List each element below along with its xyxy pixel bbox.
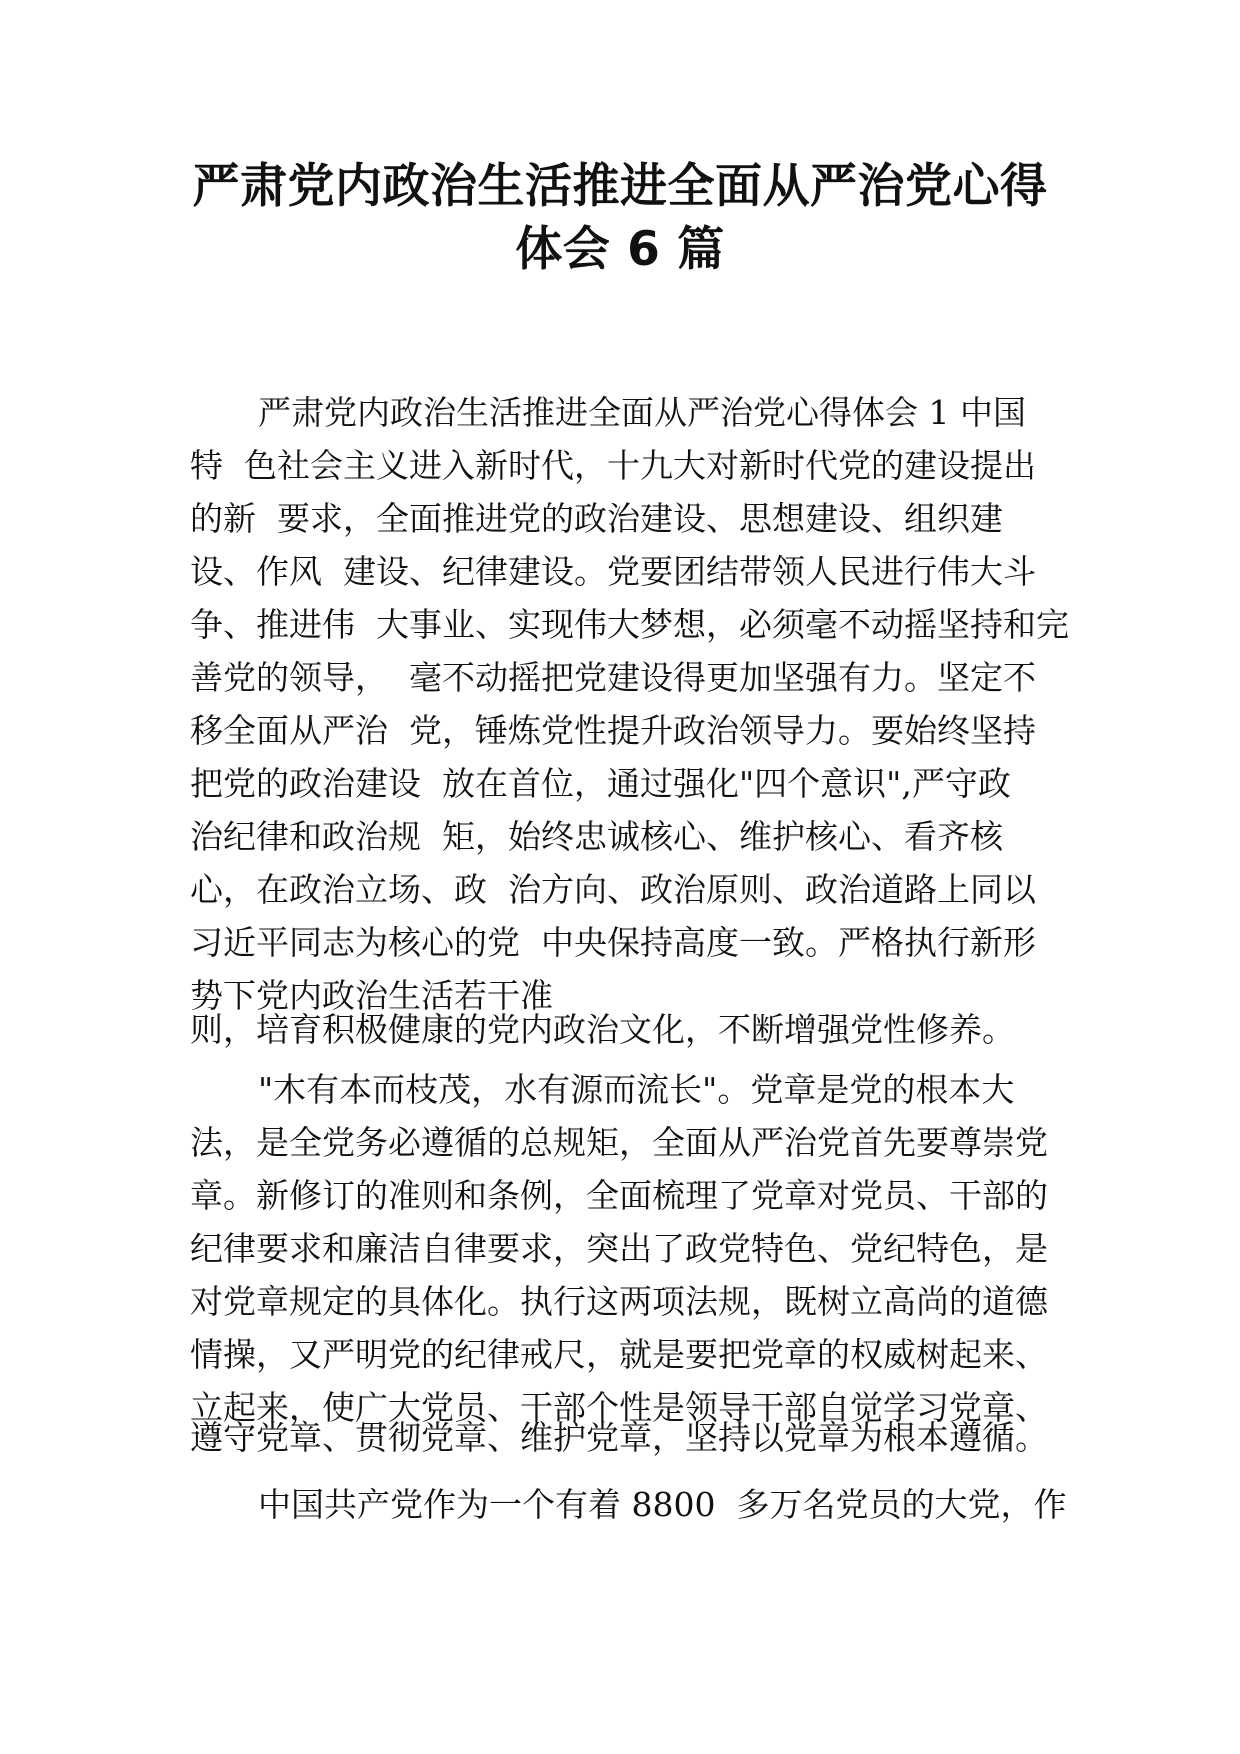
text-line: "木有本而枝茂，水有源而流长"。党章是党的根本大 (258, 1070, 1015, 1109)
text-line: 习近平同志为核心的党 中央保持高度一致。严格执行新形 (190, 923, 1036, 962)
text-line: 遵守党章、贯彻党章、维护党章，坚持以党章为根本遵循。 (190, 1418, 1048, 1457)
title-line-1: 严肃党内政治生活推进全面从严治党心得 (192, 159, 1048, 214)
text-line: 情操，又严明党的纪律戒尺，就是要把党章的权威树起来、 (190, 1335, 1048, 1374)
text-line: 严肃党内政治生活推进全面从严治党心得体会 1 中国 (258, 393, 1026, 432)
text-line: 善党的领导， 毫不动摇把党建设得更加坚强有力。坚定不 (190, 658, 1036, 697)
paragraph-2-continuation (190, 1411, 1060, 1464)
text-line: 法，是全党务必遵循的总规矩，全面从严治党首先要尊崇党 (190, 1123, 1048, 1162)
paragraph-1 (190, 386, 1069, 1022)
title-line-2: 体会 6 篇 (515, 222, 725, 277)
text-line: 争、推进伟 大事业、实现伟大梦想，必须毫不动摇坚持和完 (190, 605, 1069, 644)
text-line: 对党章规定的具体化。执行这两项法规，既树立高尚的道德 (190, 1282, 1048, 1321)
text-line: 心，在政治立场、政 治方向、政治原则、政治道路上同以 (190, 870, 1036, 909)
text-line: 中国共产党作为一个有着 8800 多万名党员的大党，作 (258, 1485, 1067, 1524)
text-line: 立起来，使广大党员、干部个性是领导干部自觉学习党章、 (190, 1388, 1048, 1427)
paragraph-3 (190, 1478, 1067, 1531)
text-line: 设、作风 建设、纪律建设。党要团结带领人民进行伟大斗 (190, 552, 1036, 591)
document-title (190, 155, 1050, 281)
paragraph-2 (190, 1063, 1060, 1434)
text-line: 把党的政治建设 放在首位，通过强化"四个意识",严守政 (190, 764, 1011, 803)
text-line: 势下党内政治生活若干准 (190, 976, 553, 1015)
paragraph-1-continuation (190, 1003, 1060, 1056)
text-line: 章。新修订的准则和条例，全面梳理了党章对党员、干部的 (190, 1176, 1048, 1215)
text-line: 的新 要求，全面推进党的政治建设、思想建设、组织建 (190, 499, 1003, 538)
text-line: 纪律要求和廉洁自律要求，突出了政党特色、党纪特色，是 (190, 1229, 1048, 1268)
text-line: 移全面从严治 党，锤炼党性提升政治领导力。要始终坚持 (190, 711, 1036, 750)
text-line: 则，培育积极健康的党内政治文化，不断增强党性修养。 (190, 1010, 1015, 1049)
text-line: 特 色社会主义进入新时代，十九大对新时代党的建设提出 (190, 446, 1036, 485)
text-line: 治纪律和政治规 矩，始终忠诚核心、维护核心、看齐核 (190, 817, 1003, 856)
